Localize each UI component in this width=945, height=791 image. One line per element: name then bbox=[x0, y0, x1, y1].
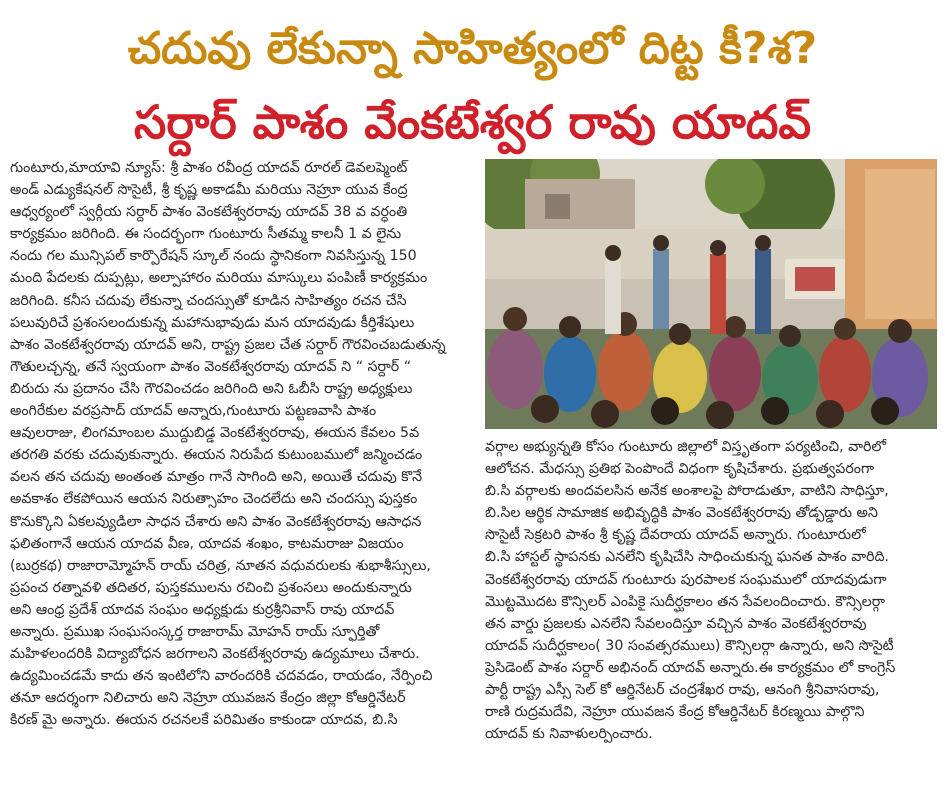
article-line: అని ఆంధ్ర ప్రదేశ్ యాదవ సంఘం అధ్యక్షుడు కుర్రశ్రీనివాస్ రావు యాదవ్ bbox=[10, 601, 395, 618]
article-line: తనూ ఆదర్శంగా నిలిచారు అని నెహ్రూ యువజన కేంద్రం జిల్లా కోఆర్డినేటర్ bbox=[10, 690, 406, 707]
article-line: ఆధ్వర్యంలో స్వర్గీయ సర్దార్ పాశం వెంకటేశ్వరరావు యాదవ్ 38 వ వర్ధంతి bbox=[10, 204, 408, 221]
article-line: మహిళలందరికి విద్యాబోధన జరగాలని వెంకటేశ్వరరావు ఉద్యమాలు చేశారు. bbox=[10, 646, 420, 663]
article-line: బిరుదు ను ప్రదానం చేసి గౌరవించడం జరిగింది అని ఓబీసి రాష్ట్ర అధ్యక్షులు bbox=[10, 380, 413, 397]
article-left-column bbox=[10, 157, 476, 731]
article-line: తన వార్డు ప్రజలకు ఎనలేని సేవలందిస్తూ వచ్చిన పాశం వెంకటేశ్వరరావు bbox=[485, 615, 867, 632]
article-line: యాదవ్ కు నివాళులర్పించారు. bbox=[485, 726, 653, 743]
article-line: సొసైటీ సెక్రటరి పాశం శ్రీ కృష్ణ దేవరాయ యాదవ్ అన్నారు. గుంటూరులో bbox=[485, 527, 866, 544]
article-line: అండ్ ఎడ్యుకేషనల్ సొసైటీ, శ్రీ కృష్ణ అకాడమీ మరియు నెహ్రూ యువ కేంద్ర bbox=[10, 182, 408, 199]
article-line: కిరణ్ మై అన్నారు. ఈయన రచనలకే పరిమితం కాకుండా యాదవ, బి.సి bbox=[10, 712, 398, 729]
article-line: పార్టీ రాష్ట్ర ఎస్సీ సెల్ కో ఆర్డినేటర్ చంద్రశేఖర రావు, ఆనంగి శ్రీనివాసరావు, bbox=[485, 682, 880, 699]
article-line: గుంటూరు,మాయావి న్యూస్: శ్రీ పాశం రవీంద్ర యాదవ్ రూరల్ డెవలప్మెంట్ bbox=[10, 160, 408, 176]
article-line: అన్నారు. ప్రముఖ సంఘసంస్కర్త రాజారామ్ మోహన్ రాయ్ స్ఫూర్తితో bbox=[10, 623, 380, 640]
article-line: బి.సి హాస్టల్ స్థాపనకు ఎనలేని కృషిచేసి సాధించుకున్న ఘనత పాశం వారిది. bbox=[485, 549, 890, 566]
article-line: ఆలోచన. మేధస్సు ప్రతిభ పెంపొందే విధంగా కృషిచేశారు. ప్రభుత్వపరంగా bbox=[485, 461, 875, 478]
article-line: కొనుక్కొని ఏకలవ్యుడిలా సాధన చేశారు అని పాశం వెంకటేశ్వరరావు ఆసాధన bbox=[10, 513, 422, 530]
article-line: ఉద్యమించడమే కాదు తన ఇంటిలోని వారందరికి చదవడం, రాయడం, నేర్పించి bbox=[10, 668, 433, 685]
article-line: రాణి రుద్రమదేవి, నెహ్రూ యువజన కేంద్ర కోఆర్డినేటర్ కిరణ్మయి పాల్గొని bbox=[485, 704, 865, 721]
article-line: గౌతులచ్చన్న, తనే స్వయంగా పాశం వెంకటేశ్వరరావు యాదవ్ ని “ సర్దార్ “ bbox=[10, 358, 412, 375]
article-line: ఫలితంగానే ఆయన యాదవ వీణ, యాదవ శంఖం, కాటమరాజు విజయం bbox=[10, 535, 404, 552]
article-line: బి.సి వర్గాలకు అందవలసిన అనేక అంశాలపై పోరాడుతూ, వాటిని సాధిస్తూ, bbox=[485, 483, 889, 500]
article-line: మంది పేదలకు దుప్పట్లు, అల్పాహారం మరియు మాస్కులు పంపిణీ కార్యక్రమం bbox=[10, 270, 428, 287]
event-photo bbox=[485, 159, 937, 429]
article-line: నందు గల మున్సిపల్ కార్పొరేషన్ స్కూల్ నందు స్థానికంగా నివసిస్తున్న 150 bbox=[10, 248, 417, 265]
article-right-column bbox=[485, 436, 937, 745]
article-line: పలువురిచే ప్రశంసలందుకున్న మహానుభావుడు మన యాదవుడు కీర్తిశేషులు bbox=[10, 314, 415, 331]
article-line: (బుర్రకథ) రాజారామ్మోహన్ రాయ్ చరిత్ర, నూతన వధువరులకు శుభాశీస్సులు, bbox=[10, 557, 431, 574]
article-line: పాశం వెంకటేశ్వరరావు యాదవ్ అని, రాష్ట్ర ప్రజల చేత సర్దార్ గౌరవించబడుతున్న bbox=[10, 336, 446, 353]
article-line: మొట్టమొదట కౌన్సిలర్ ఎంపికై సుదీర్ఘకాలం తన సేవలందించారు. కౌన్సిలర్గా bbox=[485, 593, 886, 610]
article-line: కార్యక్రమం జరిగింది. ఈ సందర్భంగా గుంటూరు సీతమ్మ కాలనీ 1 వ లైను bbox=[10, 226, 402, 243]
article-line: బి.సిల ఆర్థిక సామాజిక అభివృద్ధికి పాశం వెంకటేశ్వరరావు తోడ్పడ్డారు అని bbox=[485, 505, 878, 522]
article-line: వలన తన చదువు అంతంత మాత్రం గానే సాగింది అని, అయితే చదువు కొనే bbox=[10, 469, 423, 486]
article-line: యాదవ్ సుదీర్ఘకాలం( 30 సంవత్సరములు) కౌన్సిలర్గా ఉన్నారు, అని సొసైటీ bbox=[485, 637, 894, 654]
article-line: ప్రెసిడెంట్ పాశం సర్దార్ అభినంద్ యాదవ్ అన్నారు.ఈ కార్యక్రమం లో కాంగ్రెస్ bbox=[485, 659, 896, 676]
article-line: అంగిరేకుల వరప్రసాద్ యాదవ్ అన్నారు,గుంటూరు పట్టణవాసి పాశం bbox=[10, 403, 377, 420]
article-line: వెంకటేశ్వరరావు యాదవ్ గుంటూరు పురపాలక సంఘములో యాదవుడుగా bbox=[485, 571, 887, 588]
headline-line-1: చదువు లేకున్నా సాహిత్యంలో దిట్ట కీ?శ? bbox=[127, 23, 818, 74]
article-line: జరిగింది. కనీస చదువు లేకున్నా చందస్సుతో కూడిన సాహిత్యం రచన చేసి bbox=[10, 292, 407, 309]
article-line: ప్రపంచ రత్నావళి తదితర, పుస్తకములను రచించి ప్రశంసలు అందుకున్నారు bbox=[10, 579, 412, 596]
article-line: వర్గాల అభ్యున్నతి కోసం గుంటూరు జిల్లాలో విస్తృతంగా పర్యటించి, వారిలో bbox=[485, 439, 887, 455]
headline-line-2: సర్దార్ పాశం వేంకటేశ్వర రావు యాదవ్ bbox=[133, 95, 812, 149]
article-line: అవకాశం లేకపోయిన ఆయన నిరుత్సాహం చెందలేదు అని చందస్సు పుస్తకం bbox=[10, 491, 418, 508]
article-line: ఆవులరాజు, లింగమాంబల ముద్దుబిడ్డ వెంకటేశ్వరరావు, ఈయన కేవలం 5వ bbox=[10, 425, 420, 442]
article-line: తరగతి వరకు చదువుకున్నారు. ఈయన నిరుపేద కుటుంబములో జన్మించడం bbox=[10, 447, 423, 464]
